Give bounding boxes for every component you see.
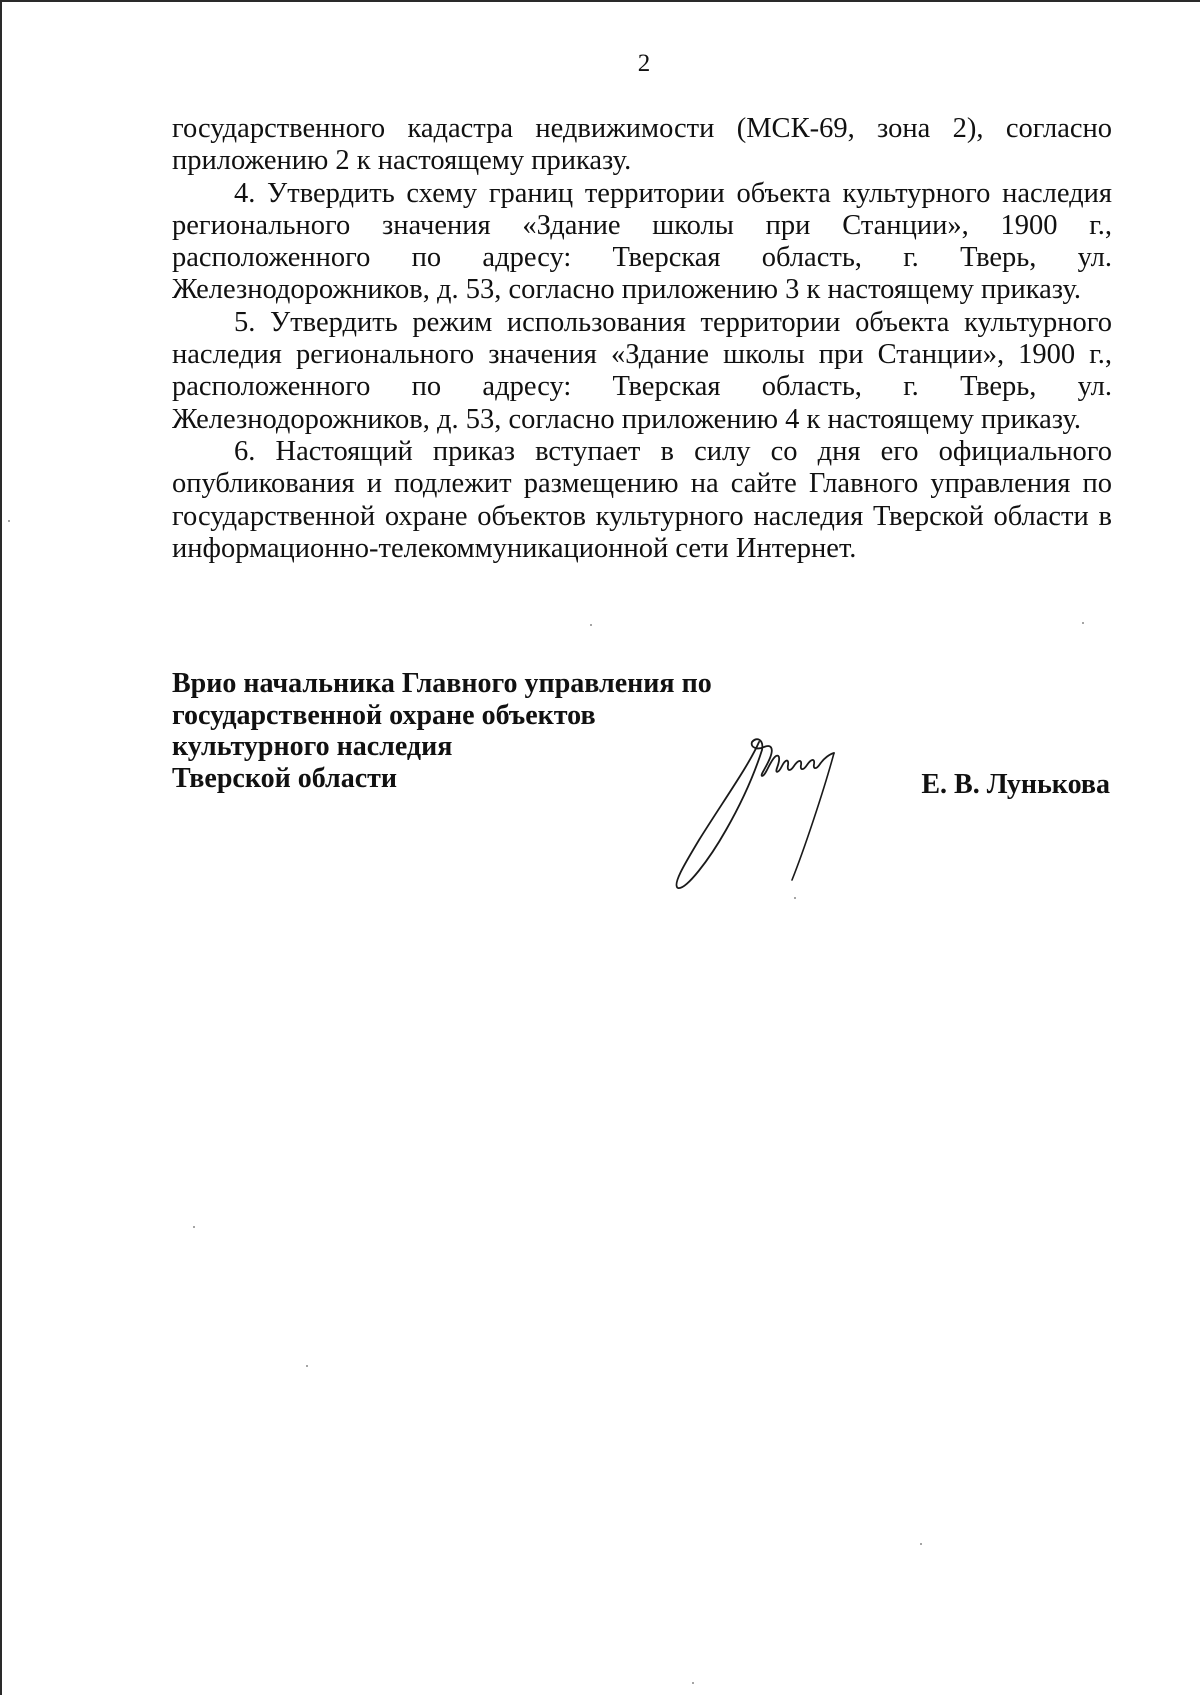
position-line: культурного наследия bbox=[172, 731, 453, 762]
page-number: 2 bbox=[637, 50, 651, 77]
order-body bbox=[172, 113, 1112, 565]
signatory-position bbox=[172, 668, 712, 794]
scan-speck bbox=[306, 1365, 308, 1367]
paragraph-continuation: государственного кадастра недвижимости (МСК-69, зона 2), согласно приложению 2 к настоящему приказу. bbox=[172, 113, 1112, 177]
paragraph-item-6: 6. Настоящий приказ вступает в силу со дня его официального опубликования и подлежит размещению на сайте Главного управления по государственной охране объектов культурного наследия Тверской области в информационно-телекоммуникационной сети Интернет. bbox=[172, 435, 1112, 564]
scan-speck bbox=[794, 897, 796, 899]
paragraph-item-5: 5. Утвердить режим использования территории объекта культурного наследия регионального значения «Здание школы при Станции», 1900 г., расположенного по адресу: Тверская область, г. Тверь, ул. Железнодорожников, д. 53, согласно приложению 4 к настоящему приказу. bbox=[172, 306, 1112, 435]
position-line: Тверской области bbox=[172, 762, 398, 794]
position-line: Врио начальника Главного управления по bbox=[172, 668, 712, 699]
signer-name: Е. В. Лунькова bbox=[921, 769, 1110, 800]
scan-speck bbox=[920, 1543, 922, 1545]
scan-top-edge bbox=[0, 0, 1200, 2]
position-line: государственной охране объектов bbox=[172, 699, 596, 731]
scan-speck bbox=[590, 624, 592, 626]
scan-speck bbox=[692, 1682, 694, 1684]
scan-speck bbox=[8, 520, 10, 522]
paragraph-item-4: 4. Утвердить схему границ территории объекта культурного наследия регионального значения «Здание школы при Станции», 1900 г., расположенного по адресу: Тверская область, г. Тверь, ул. Железнодорожников, д. 53, согласно приложению 3 к настоящему приказу. bbox=[172, 177, 1112, 306]
handwritten-signature bbox=[664, 720, 884, 910]
scan-left-edge bbox=[0, 0, 2, 1695]
scan-speck bbox=[1082, 622, 1084, 624]
scan-speck bbox=[193, 1226, 195, 1228]
